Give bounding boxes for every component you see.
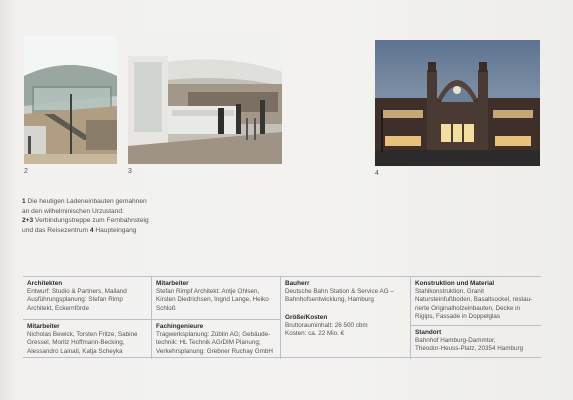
photo-travel-centre <box>128 36 282 164</box>
caption-text: Verbindungstreppe zum Fernbahnsteig <box>35 217 149 225</box>
caption-text: Die heutigen Ladeneinbauten gemahnen <box>27 198 147 205</box>
image-caption <box>22 197 262 235</box>
credits-body: Stefan Rimpf Architekt: Antje Ohlsen, Kirsten Diedrichsen, Ingrid Lange, Heiko Schloß <box>156 288 269 312</box>
photo-station-facade <box>375 40 540 166</box>
caption-text: und das Reisezentrum <box>22 226 88 234</box>
credits-heading: Bauherr <box>285 280 310 287</box>
photo-stair-interior <box>24 36 117 164</box>
photo-number: 2 <box>24 168 28 175</box>
credits-table <box>23 276 541 358</box>
credits-body: Bruttorauminhalt: 26 500 cbm Kosten: ca. 22 Mio. € <box>285 322 368 338</box>
credits-heading: Architekten <box>27 280 63 287</box>
caption-line <box>22 226 262 236</box>
credits-body: Bahnhof Hamburg-Dammtor, Theodor-Heuss-Platz, 20354 Hamburg <box>415 337 524 353</box>
caption-text: an den wilhelminischen Urzustand. <box>22 207 124 215</box>
credits-column <box>23 277 151 359</box>
credits-column <box>410 277 541 359</box>
credits-cell-konstruktion <box>411 277 541 325</box>
photo-number: 4 <box>375 170 379 177</box>
caption-number: 1 <box>22 198 26 205</box>
credits-heading: Mitarbeiter <box>156 280 189 287</box>
credits-cell-mitarbeiter <box>23 319 151 359</box>
caption-line <box>22 197 262 207</box>
photo-number: 3 <box>128 168 132 175</box>
credits-heading: Mitarbeiter <box>27 323 60 330</box>
caption-line <box>22 216 262 226</box>
credits-body: Entwurf: Studio & Partners, Mailand Ausführungsplanung: Stefan Rimp Architekt, Eckernförde <box>27 288 127 312</box>
caption-line <box>22 207 262 217</box>
credits-heading: Fachingenieure <box>156 323 204 330</box>
credits-heading: Größe/Kosten <box>285 314 328 321</box>
credits-cell-standort <box>411 325 541 359</box>
credits-heading: Konstruktion und Material <box>415 280 495 287</box>
caption-number: 4 <box>89 226 94 234</box>
credits-body: Tragwerksplanung: Züblin AG; Gebäude- technik: HL Technik AG/DIM Planung; Verkehrsplanung: Grebner Ruchay GmbH <box>156 331 273 355</box>
credits-column <box>151 277 280 359</box>
credits-body: Stahlkonstruktion, Granit Natursteinfußboden, Basaltsockel, restau- rierte Originalholzeinbauten, Decke in Rigips, Fassade in Doppelglas <box>415 288 533 321</box>
credits-heading: Standort <box>415 329 442 336</box>
credits-body: Deutsche Bahn Station & Service AG – Bahnhofsentwicklung, Hamburg <box>285 288 394 304</box>
credits-cell-fachingenieure <box>152 319 280 359</box>
credits-cell-architekten <box>23 277 151 319</box>
caption-text: Haupteingang <box>95 226 137 234</box>
credits-cell-mitarbeiter <box>152 277 280 319</box>
credits-body: Nicholas Bewick, Torsten Fritze, Sabine Gressel, Moritz Hoffmann-Becking, Alessandro Lainati, Katja Scheyka <box>27 331 138 355</box>
caption-number: 2+3 <box>22 217 34 225</box>
credits-cell-groesse-kosten <box>281 311 410 351</box>
credits-column <box>280 277 410 359</box>
